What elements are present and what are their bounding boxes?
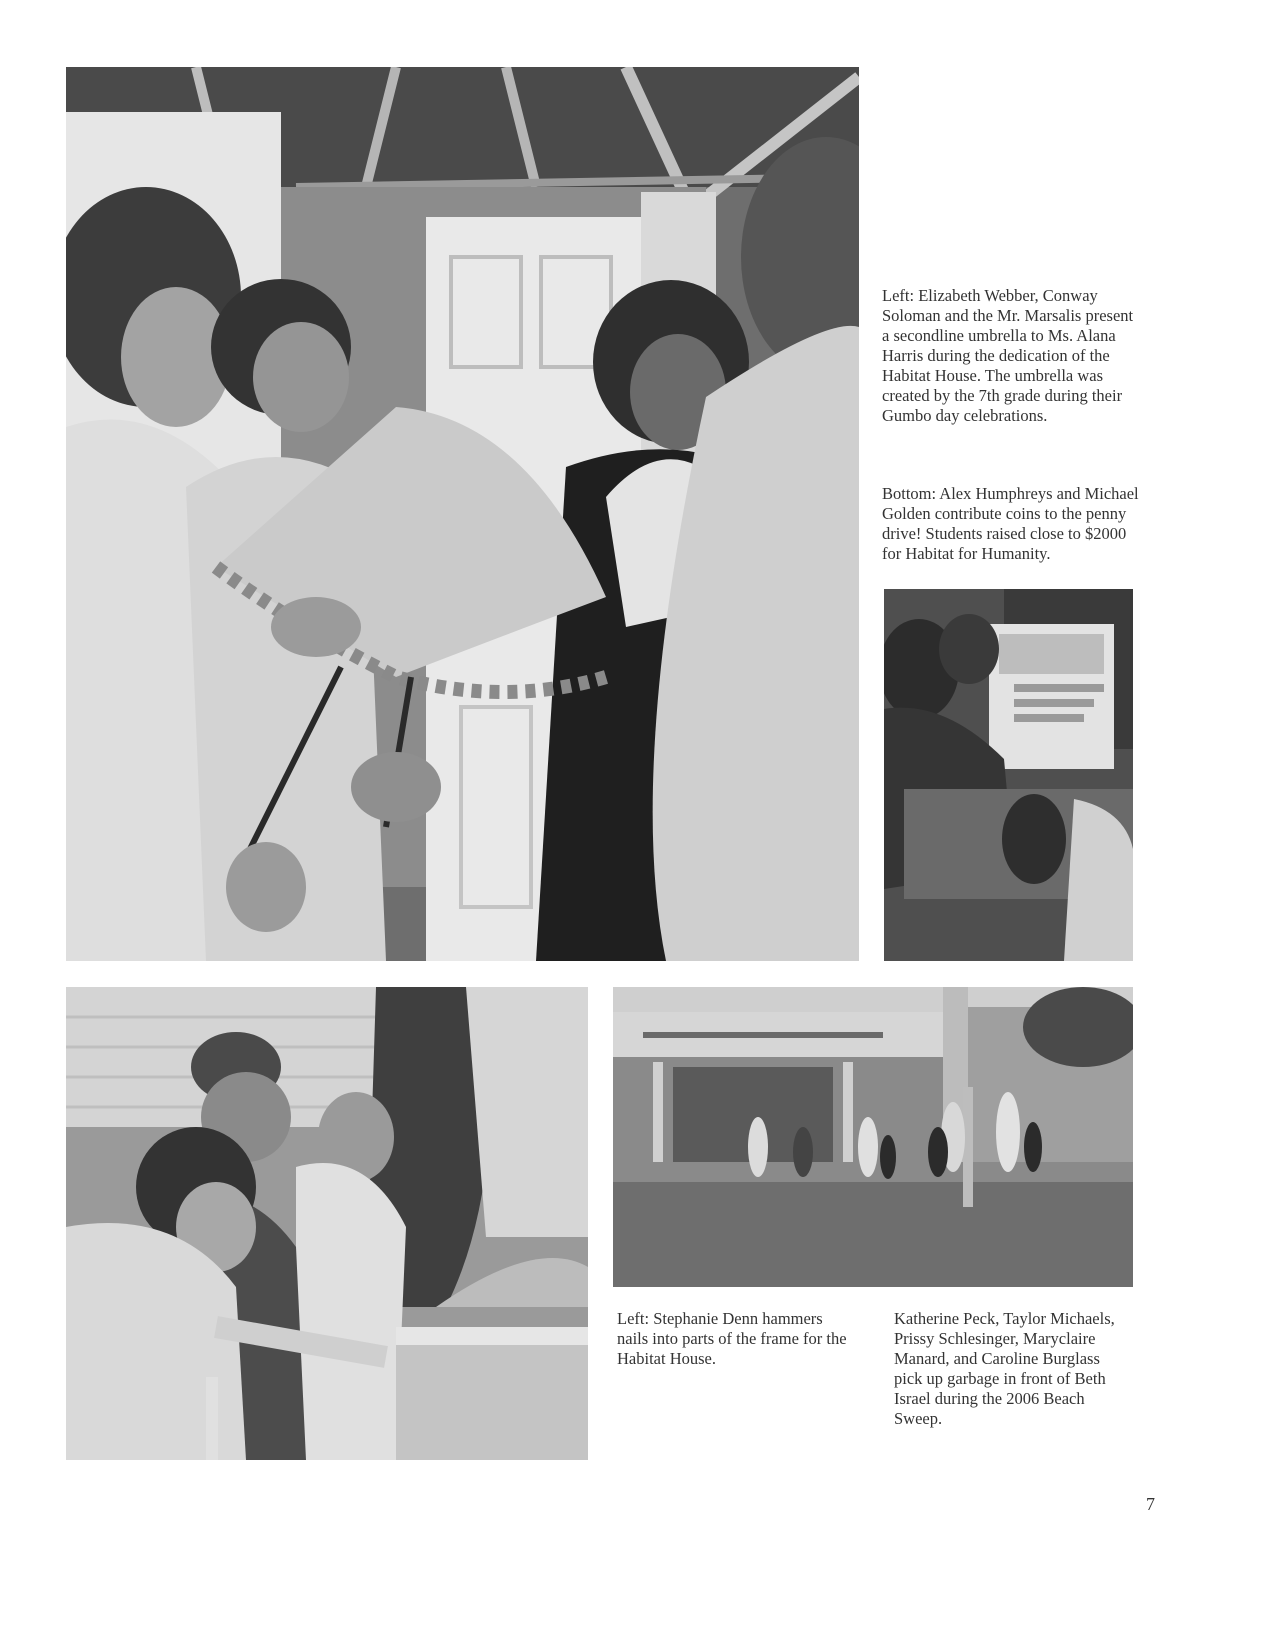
penny-drive-photo <box>884 589 1133 961</box>
hammering-caption: Left: Stephanie Denn hammers nails into parts of the frame for the Habitat House. <box>617 1309 847 1368</box>
beach-sweep-caption: Katherine Peck, Taylor Michaels, Prissy Schlesinger, Maryclaire Manard, and Caroline Burglass pick up garbage in front of Beth Israel during the 2006 Beach Sweep. <box>894 1309 1115 1428</box>
page-number: 7 <box>1146 1494 1155 1514</box>
hammering-photo <box>66 987 588 1460</box>
umbrella-presentation-image <box>66 67 859 961</box>
umbrella-photo-caption: Left: Elizabeth Webber, Conway Soloman and the Mr. Marsalis present a secondline umbrella to Ms. Alana Harris during the dedication of the Habitat House. The umbrella was created by the 7th grade during their Gumbo day celebrations. <box>882 286 1134 425</box>
umbrella-presentation-photo <box>66 67 859 961</box>
hammering-image <box>66 987 588 1460</box>
beach-sweep-image <box>613 987 1133 1287</box>
penny-drive-caption: Bottom: Alex Humphreys and Michael Golden contribute coins to the penny drive! Students raised close to $2000 for Habitat for Humanity. <box>882 484 1139 563</box>
beach-sweep-photo <box>613 987 1133 1287</box>
penny-drive-image <box>884 589 1133 961</box>
